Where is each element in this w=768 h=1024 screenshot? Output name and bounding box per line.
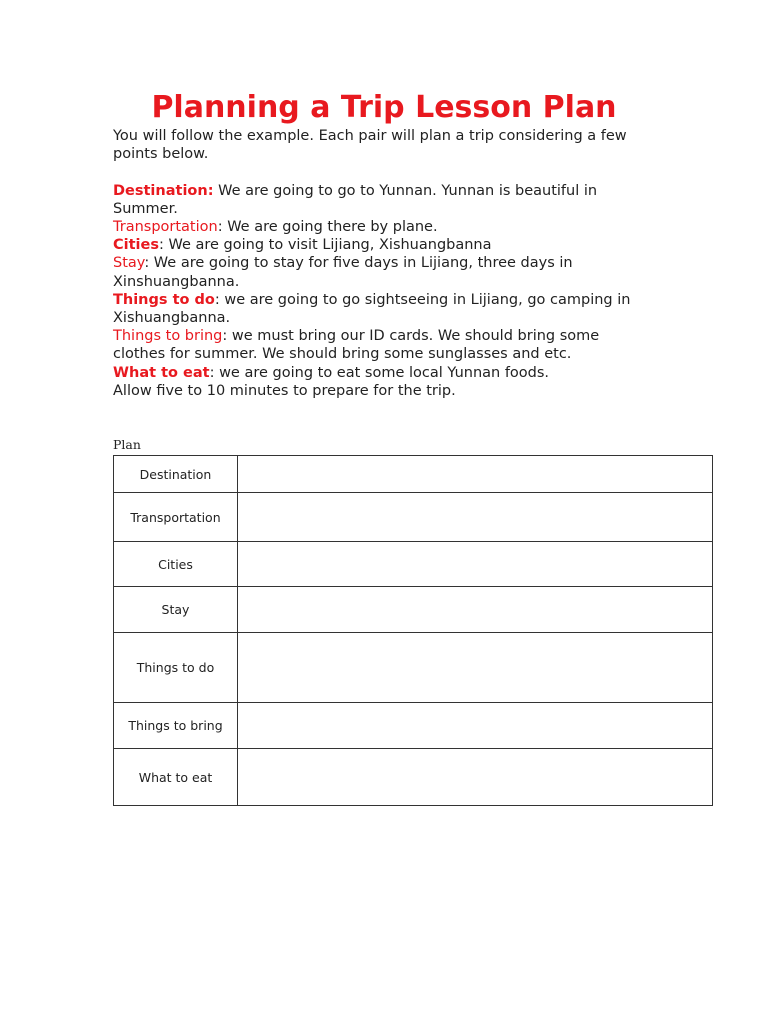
plan-category-cell: Stay <box>114 587 238 633</box>
example-label: Stay <box>113 255 145 272</box>
plan-row <box>114 749 713 806</box>
plan-entry-cell[interactable] <box>238 493 713 542</box>
plan-row <box>114 587 713 633</box>
plan-category-cell: Things to do <box>114 633 238 703</box>
example-label: Cities <box>113 237 159 254</box>
intro-paragraph: You will follow the example. Each pair will plan a trip considering a few points below. <box>113 128 627 163</box>
plan-entry-cell[interactable] <box>238 456 713 493</box>
plan-row <box>114 542 713 587</box>
plan-category-cell: Cities <box>114 542 238 587</box>
paragraph-spacer <box>113 163 653 181</box>
example-item <box>113 182 653 218</box>
example-item <box>113 218 653 236</box>
plan-entry-cell[interactable] <box>238 633 713 703</box>
plan-category-cell: Destination <box>114 456 238 493</box>
plan-category-cell: Things to bring <box>114 703 238 749</box>
plan-entry-cell[interactable] <box>238 587 713 633</box>
example-text: : We are going to visit Lijiang, Xishuangbanna <box>158 237 492 254</box>
example-text: : we are going to eat some local Yunnan foods. <box>209 364 550 381</box>
plan-table <box>113 455 713 806</box>
plan-row <box>114 493 713 542</box>
plan-row <box>114 633 713 703</box>
example-label: Things to bring <box>113 328 223 345</box>
plan-entry-cell[interactable] <box>238 542 713 587</box>
plan-entry-cell[interactable] <box>238 749 713 806</box>
example-list <box>113 182 653 382</box>
example-item <box>113 364 653 382</box>
example-text: : We are going to stay for five days in Lijiang, three days in Xinshuangbanna. <box>113 255 573 290</box>
example-text: : We are going there by plane. <box>217 219 438 235</box>
plan-row <box>114 456 713 493</box>
example-text: : we are going to go sightseeing in Lijiang, go camping in Xishuangbanna. <box>113 291 631 327</box>
plan-category-cell: What to eat <box>114 749 238 806</box>
example-label: Things to do <box>113 291 215 308</box>
example-item <box>113 254 653 290</box>
plan-category-cell: Transportation <box>114 493 238 542</box>
example-item <box>113 327 653 363</box>
example-text: : we must bring our ID cards. We should bring some clothes for summer. We should bring some sunglasses and etc. <box>113 328 600 363</box>
plan-caption: Plan <box>113 437 141 452</box>
plan-entry-cell[interactable] <box>238 703 713 749</box>
instructions <box>113 127 653 400</box>
example-text: We are going to go to Yunnan. Yunnan is beautiful in Summer. <box>113 182 598 217</box>
example-item <box>113 291 653 327</box>
plan-row <box>114 703 713 749</box>
plan-table-body <box>114 456 713 806</box>
example-label: Transportation <box>113 219 218 235</box>
example-label: Destination: <box>113 182 214 199</box>
example-item <box>113 236 653 254</box>
page-title: Planning a Trip Lesson Plan <box>151 90 617 125</box>
example-label: What to eat <box>113 364 210 381</box>
closing-note: Allow five to 10 minutes to prepare for the trip. <box>113 382 456 399</box>
